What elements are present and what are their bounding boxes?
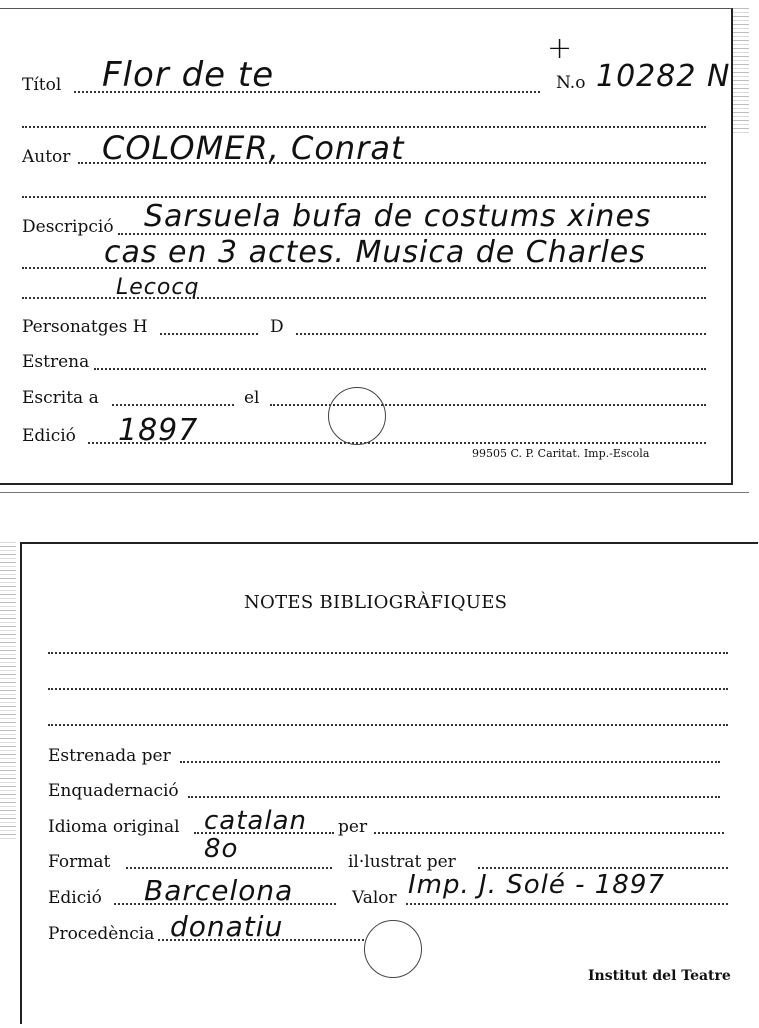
format-line bbox=[126, 867, 332, 869]
notes-line-3 bbox=[48, 724, 728, 726]
descripcio-value-1: Sarsuela bufa de costums xines bbox=[144, 199, 652, 234]
descripcio-label: Descripció bbox=[22, 217, 114, 237]
procedencia-label: Procedència bbox=[48, 924, 155, 944]
estrenada-line bbox=[180, 761, 720, 763]
catalog-card-back bbox=[20, 542, 758, 1024]
valor-line bbox=[406, 903, 728, 905]
titol-value: Flor de te bbox=[102, 55, 275, 95]
numero-label: N.o bbox=[556, 73, 586, 93]
separator-line bbox=[0, 492, 749, 493]
descripcio-value-3: Lecocq bbox=[116, 275, 200, 300]
scan-edge-noise bbox=[733, 6, 749, 136]
institution-label: Institut del Teatre bbox=[588, 968, 731, 984]
enquadernacio-line bbox=[188, 796, 720, 798]
format-label: Format bbox=[48, 852, 111, 872]
illustrat-line bbox=[478, 867, 728, 869]
catalog-card-front bbox=[0, 8, 733, 485]
estrena-label: Estrena bbox=[22, 352, 90, 372]
descripcio-value-2: cas en 3 actes. Musica de Charles bbox=[104, 235, 646, 270]
idioma-value: catalan bbox=[204, 806, 307, 836]
stamp-circle bbox=[364, 920, 422, 978]
blank-line bbox=[22, 126, 706, 128]
autor-label: Autor bbox=[22, 147, 71, 167]
d-label: D bbox=[270, 317, 284, 337]
personatges-h-line bbox=[160, 333, 258, 335]
estrenada-label: Estrenada per bbox=[48, 746, 171, 766]
edicio-label: Edició bbox=[22, 426, 76, 446]
numero-value: 10282 N bbox=[596, 59, 731, 94]
edicio-value: 1897 bbox=[118, 413, 199, 448]
format-value: 8o bbox=[204, 834, 239, 864]
notes-line-2 bbox=[48, 688, 728, 690]
enquadernacio-label: Enquadernació bbox=[48, 781, 179, 801]
stamp-circle bbox=[328, 387, 386, 445]
personatges-d-line bbox=[296, 333, 706, 335]
per-label: per bbox=[338, 817, 368, 837]
escrita-label: Escrita a bbox=[22, 388, 99, 408]
personatges-label: Personatges H bbox=[22, 317, 148, 337]
edicio-value: Barcelona bbox=[144, 874, 294, 907]
valor-value: Imp. J. Solé - 1897 bbox=[408, 870, 665, 900]
procedencia-value: donatiu bbox=[170, 910, 284, 943]
cross-mark: + bbox=[547, 31, 574, 66]
valor-label: Valor bbox=[352, 888, 397, 908]
printer-note: 99505 C. P. Caritat. Imp.-Escola bbox=[472, 447, 650, 460]
illustrat-label: il·lustrat per bbox=[348, 852, 456, 872]
scan-edge-noise bbox=[0, 542, 16, 842]
notes-line-1 bbox=[48, 652, 728, 654]
estrena-line bbox=[94, 368, 706, 370]
idioma-label: Idioma original bbox=[48, 817, 180, 837]
edicio-label: Edició bbox=[48, 888, 102, 908]
autor-value: COLOMER, Conrat bbox=[102, 129, 405, 167]
per-line bbox=[374, 832, 724, 834]
titol-label: Títol bbox=[22, 75, 62, 95]
notes-heading: NOTES BIBLIOGRÀFIQUES bbox=[244, 592, 508, 613]
escrita-line bbox=[112, 404, 234, 406]
el-label: el bbox=[244, 388, 260, 408]
blank-line bbox=[22, 196, 706, 198]
